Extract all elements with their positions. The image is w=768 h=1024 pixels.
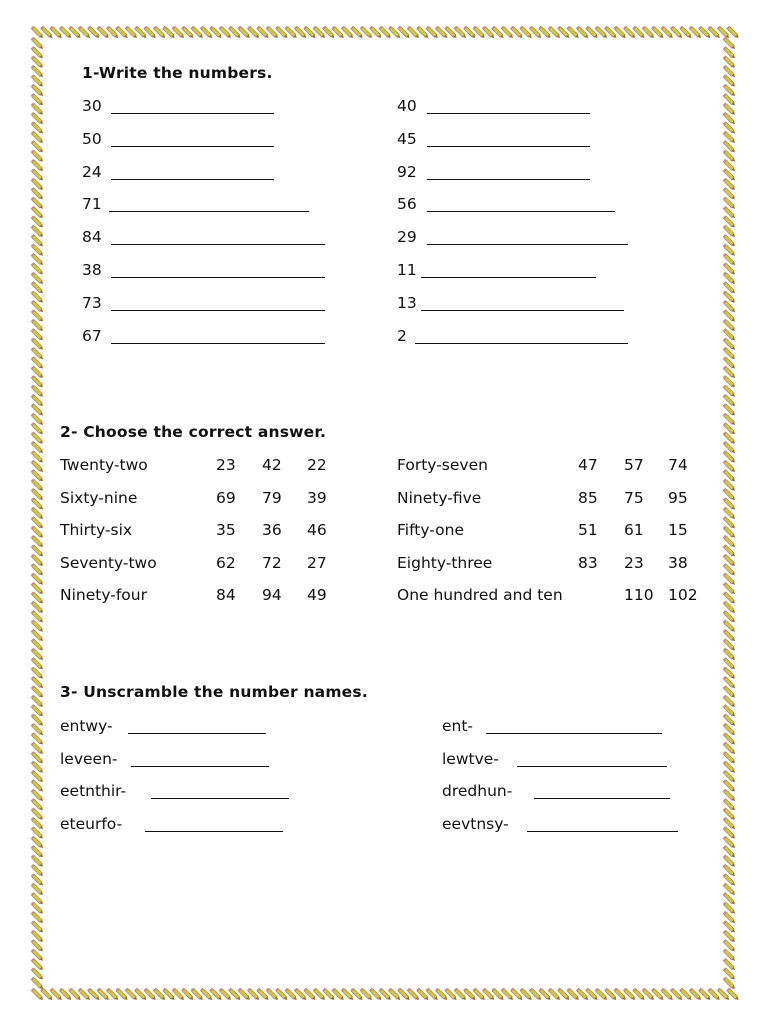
- number-word: Ninety-five: [397, 488, 482, 507]
- scrambled-word: lewtve-: [442, 749, 499, 768]
- answer-option[interactable]: 94: [262, 586, 282, 605]
- number-label: 73: [82, 293, 102, 312]
- number-word: Forty-seven: [397, 456, 488, 474]
- answer-line[interactable]: [111, 113, 274, 114]
- answer-option[interactable]: 39: [307, 488, 327, 507]
- answer-line[interactable]: [111, 244, 325, 245]
- answer-option[interactable]: 95: [668, 488, 688, 507]
- answer-line[interactable]: [427, 179, 590, 180]
- answer-line[interactable]: [427, 244, 628, 245]
- answer-option[interactable]: 85: [578, 488, 598, 507]
- number-label: 84: [82, 228, 102, 247]
- answer-line[interactable]: [427, 146, 590, 147]
- number-label: 40: [397, 97, 417, 115]
- number-label: 24: [82, 162, 102, 181]
- answer-line[interactable]: [128, 733, 266, 734]
- answer-option[interactable]: 110: [624, 586, 654, 605]
- answer-option[interactable]: 38: [668, 553, 688, 572]
- number-word: Thirty-six: [60, 521, 133, 540]
- number-label: 45: [397, 129, 417, 148]
- number-label: 11: [397, 261, 417, 279]
- scrambled-word: ent-: [442, 717, 474, 735]
- answer-option[interactable]: 79: [262, 488, 282, 507]
- section2-title: 2- Choose the correct answer.: [60, 423, 327, 441]
- scrambled-word: leveen-: [60, 749, 118, 768]
- answer-option[interactable]: 75: [624, 488, 644, 507]
- section3-title: 3- Unscramble the number names.: [60, 683, 368, 701]
- answer-line[interactable]: [534, 798, 670, 799]
- number-word: Sixty-nine: [60, 488, 138, 507]
- answer-line[interactable]: [111, 310, 325, 311]
- number-word: Twenty-two: [60, 456, 148, 474]
- number-word: Ninety-four: [60, 586, 147, 605]
- answer-line[interactable]: [131, 766, 269, 767]
- scrambled-word: eevtnsy-: [442, 814, 509, 833]
- answer-option[interactable]: 23: [216, 456, 236, 474]
- answer-line[interactable]: [415, 343, 628, 344]
- number-word: One hundred and ten: [397, 586, 563, 605]
- answer-option[interactable]: 46: [307, 521, 327, 540]
- answer-line[interactable]: [111, 179, 274, 180]
- answer-option[interactable]: 22: [307, 456, 327, 474]
- answer-option[interactable]: 15: [668, 521, 688, 540]
- answer-option[interactable]: 83: [578, 553, 598, 572]
- answer-option[interactable]: 57: [624, 456, 644, 474]
- answer-option[interactable]: 74: [668, 456, 688, 474]
- number-label: 29: [397, 228, 417, 247]
- scrambled-word: eteurfo-: [60, 814, 123, 833]
- answer-option[interactable]: 47: [578, 456, 598, 474]
- answer-line[interactable]: [527, 831, 678, 832]
- answer-line[interactable]: [427, 211, 615, 212]
- number-label: 92: [397, 162, 417, 181]
- number-label: 56: [397, 195, 417, 214]
- answer-line[interactable]: [486, 733, 662, 734]
- section1-title: 1-Write the numbers.: [82, 64, 273, 82]
- number-label: 71: [82, 195, 102, 214]
- answer-line[interactable]: [151, 798, 289, 799]
- number-label: 13: [397, 293, 417, 312]
- answer-option[interactable]: 49: [307, 586, 327, 605]
- number-label: 67: [82, 326, 102, 345]
- number-word: Fifty-one: [397, 521, 464, 540]
- answer-option[interactable]: 72: [262, 553, 282, 572]
- answer-line[interactable]: [517, 766, 667, 767]
- answer-line[interactable]: [145, 831, 283, 832]
- scrambled-word: dredhun-: [442, 782, 513, 801]
- number-label: 30: [82, 97, 102, 115]
- answer-option[interactable]: 36: [262, 521, 282, 540]
- number-label: 2: [397, 326, 407, 345]
- answer-option[interactable]: 27: [307, 553, 327, 572]
- answer-option[interactable]: 102: [668, 586, 698, 605]
- answer-line[interactable]: [421, 310, 624, 311]
- answer-line[interactable]: [111, 343, 325, 344]
- number-word: Eighty-three: [397, 553, 493, 572]
- scrambled-word: eetnthir-: [60, 782, 127, 801]
- answer-option[interactable]: 84: [216, 586, 236, 605]
- answer-option[interactable]: 42: [262, 456, 282, 474]
- answer-line[interactable]: [427, 113, 590, 114]
- answer-line[interactable]: [109, 211, 309, 212]
- number-label: 38: [82, 261, 102, 279]
- answer-option[interactable]: 69: [216, 488, 236, 507]
- answer-line[interactable]: [111, 146, 274, 147]
- answer-option[interactable]: 51: [578, 521, 598, 540]
- answer-option[interactable]: 35: [216, 521, 236, 540]
- scrambled-word: entwy-: [60, 717, 113, 735]
- answer-line[interactable]: [111, 277, 325, 278]
- answer-option[interactable]: 23: [624, 553, 644, 572]
- number-label: 50: [82, 129, 102, 148]
- answer-option[interactable]: 61: [624, 521, 644, 540]
- answer-option[interactable]: 62: [216, 553, 236, 572]
- number-word: Seventy-two: [60, 553, 157, 572]
- answer-line[interactable]: [421, 277, 596, 278]
